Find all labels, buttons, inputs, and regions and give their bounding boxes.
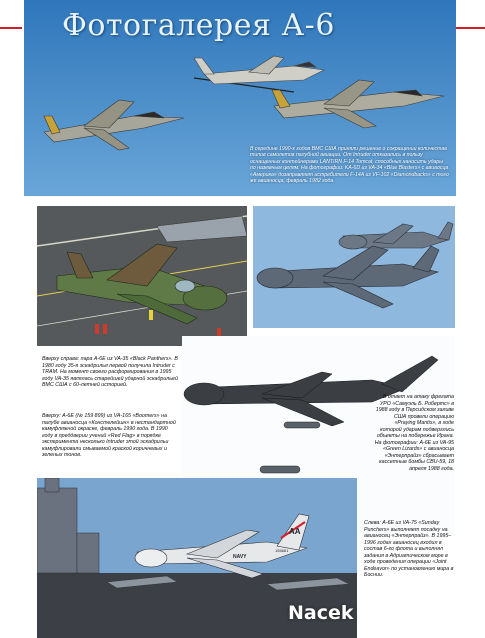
deck-photo-camouflage — [37, 206, 247, 346]
watermark: Nacek — [288, 602, 354, 624]
title-rule-left — [0, 27, 22, 29]
hero-caption: В середине 1990-х годов ВМС США приняли решение о сокращении количества типов самолетов палубной авиации. От Intruder отказались в пользу оснащенных контейнерами LANTIRN F-14 Tomcat, способных наносить удары по наземным целям. На фотографии: KA-6D из VA-34 «Blue Blasters» с авиаосца «Америка» дозаправляет истребители F-14A из VF-102 «Diamondbacks» с того же авианосца, февраль 1982 года. — [250, 146, 449, 185]
carrier-serial: 155661 — [275, 548, 289, 553]
hero-photo-refueling — [24, 0, 456, 196]
carrier-tail-code: AA — [289, 527, 301, 536]
caption-top-right: Вверху справа: пара А-6Е из VA-35 «Black Panthers». В 1980 году 35-я эскадрилья первой получила Intruder с TRAM. На момент своего расформирования в 1995 году VA-35 являлась старейшей ударной эскадрильей ВМС США с 60-летней историей. — [42, 356, 178, 388]
caption-carrier: Слева: А-6Е из VA-75 «Sunday Punchers» выполняет посадку на авианосец «Энтерпрайз». В 1995–1996 годах авианосец входил в состав 6-го флота и выполнял задания в Адриатическом море в ходе проведения операции «Joint Endeavor» по установлению мира в Боснии. — [364, 520, 454, 578]
caption-top-left: Вверху: А-6Е (№ 159 899) из VA-165 «Boomers» на палубе авианосца «Констелейшн» в нестандартной камуфляжной окраске, февраль 1990 года. В 1990 году в преддверии учений «Red Flag» в порядке эксперимента несколько Intruder этой эскадрильи камуфлировали смываемой краской коричневых и зеленых тонов. — [42, 413, 176, 458]
carrier-fuselage-navy: NAVY — [233, 554, 247, 560]
caption-bombs: В ответ на атаку фрегата УРО «Самуэль Б. Робертс» в 1988 году в Персидском заливе США провели операцию «Praying Mantis», в ходе которой ударам подверглись объекты на побережье Ирана. На фотографии: А-6Е из VA-95 «Green Lizards» с авианосца «Энтерпрайз» сбрасывает кассетные бомбы CBU-59, 18 апреля 1988 года. — [374, 394, 454, 472]
pair-photo-black-panthers — [253, 206, 455, 328]
page-title: Фотогалерея А-6 — [62, 8, 335, 43]
